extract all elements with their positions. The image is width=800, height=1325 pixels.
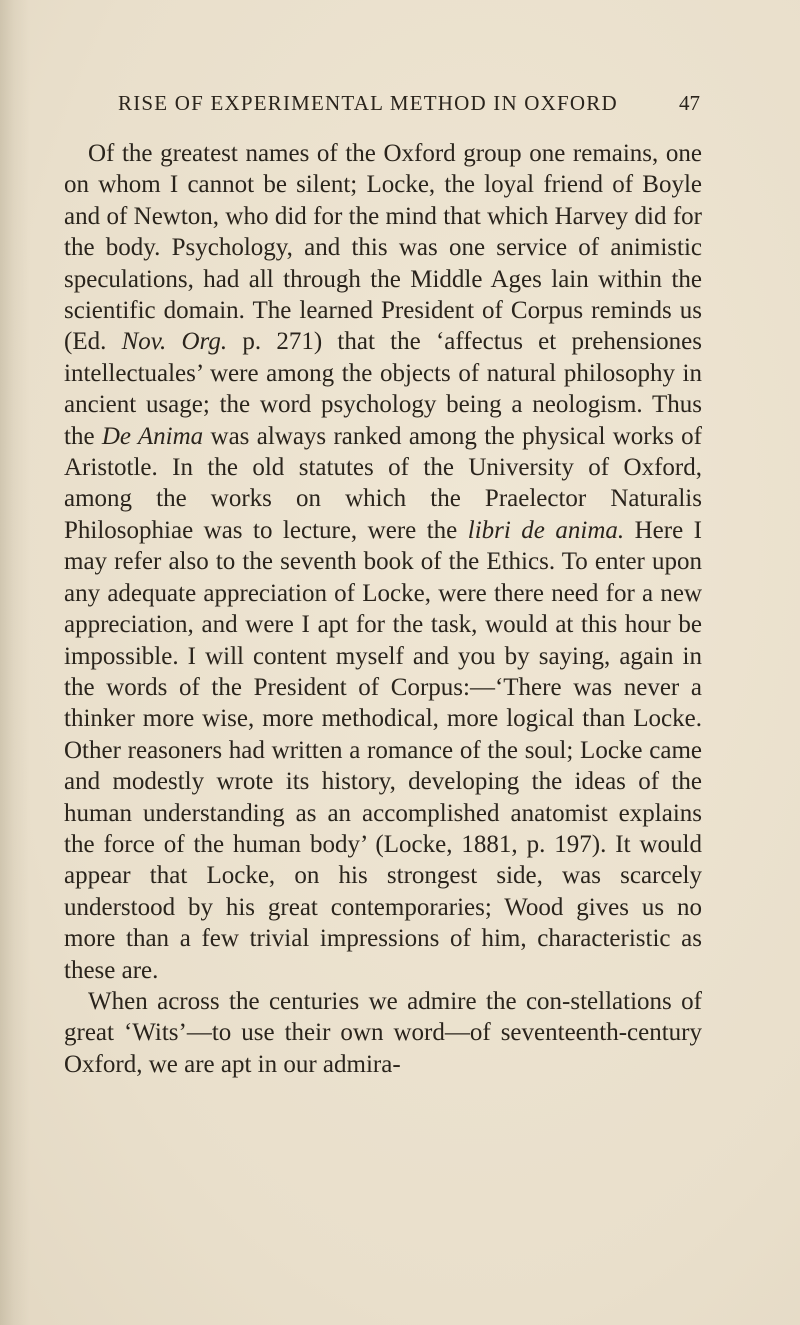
text-run: p. 271) that the ‘affectus et prehensiones intellectuales’ were among the objects of natural philosophy in ancient usage; the word psychology being a neologism. Thus the: [64, 328, 702, 450]
text-run: Here I may refer also to the seventh book of the Ethics. To enter upon any adequate appreciation of Locke, were there need for a new appreciation, and were I apt for the task, would at this hour be impossible. I will content myself and you by saying, again in the words of the President of Corpus:—‘There was never a thinker more wise, more methodical, more logical than Locke. Other reasoners had written a romance of the soul; Locke came and modestly wrote its history, developing the ideas of the human understanding as an accomplished anatomist explains the force of the human body’ (Locke, 1881, p. 197). It would appear that Locke, on his strongest side, was scarcely understood by his great contemporaries; Wood gives us no more than a few trivial impressions of him, characteristic as these are.: [64, 516, 703, 984]
body-text: [64, 138, 702, 1080]
page-header: [118, 86, 700, 120]
italic-title-de-anima: De Anima: [101, 422, 204, 450]
paragraph-locke: [64, 138, 702, 986]
text-run: was always ranked among the physical works of Aristotle. In the old statutes of the University of Oxford, among the works on which the Praelector Naturalis Philosophiae was to lecture, were the: [64, 422, 702, 544]
page-number: 47: [679, 91, 700, 115]
running-title: RISE OF EXPERIMENTAL METHOD IN OXFORD: [118, 91, 618, 115]
italic-title-nov-org: Nov. Org.: [121, 328, 228, 356]
italic-title-libri-de-anima: libri de anima.: [467, 516, 625, 544]
text-run: When across the centuries we admire the con-stellations of great ‘Wits’—to use their own word—of seventeenth-century Oxford, we are apt in our admira-: [64, 987, 702, 1078]
text-run: Of the greatest names of the Oxford group one remains, one on whom I cannot be silent; Locke, the loyal friend of Boyle and of Newton, who did for the mind that which Harvey did for the body. Psychology, and this was one service of animistic speculations, had all through the Middle Ages lain within the scientific domain. The learned President of Corpus reminds us (Ed.: [64, 140, 702, 356]
paragraph-wits: [64, 986, 702, 1080]
